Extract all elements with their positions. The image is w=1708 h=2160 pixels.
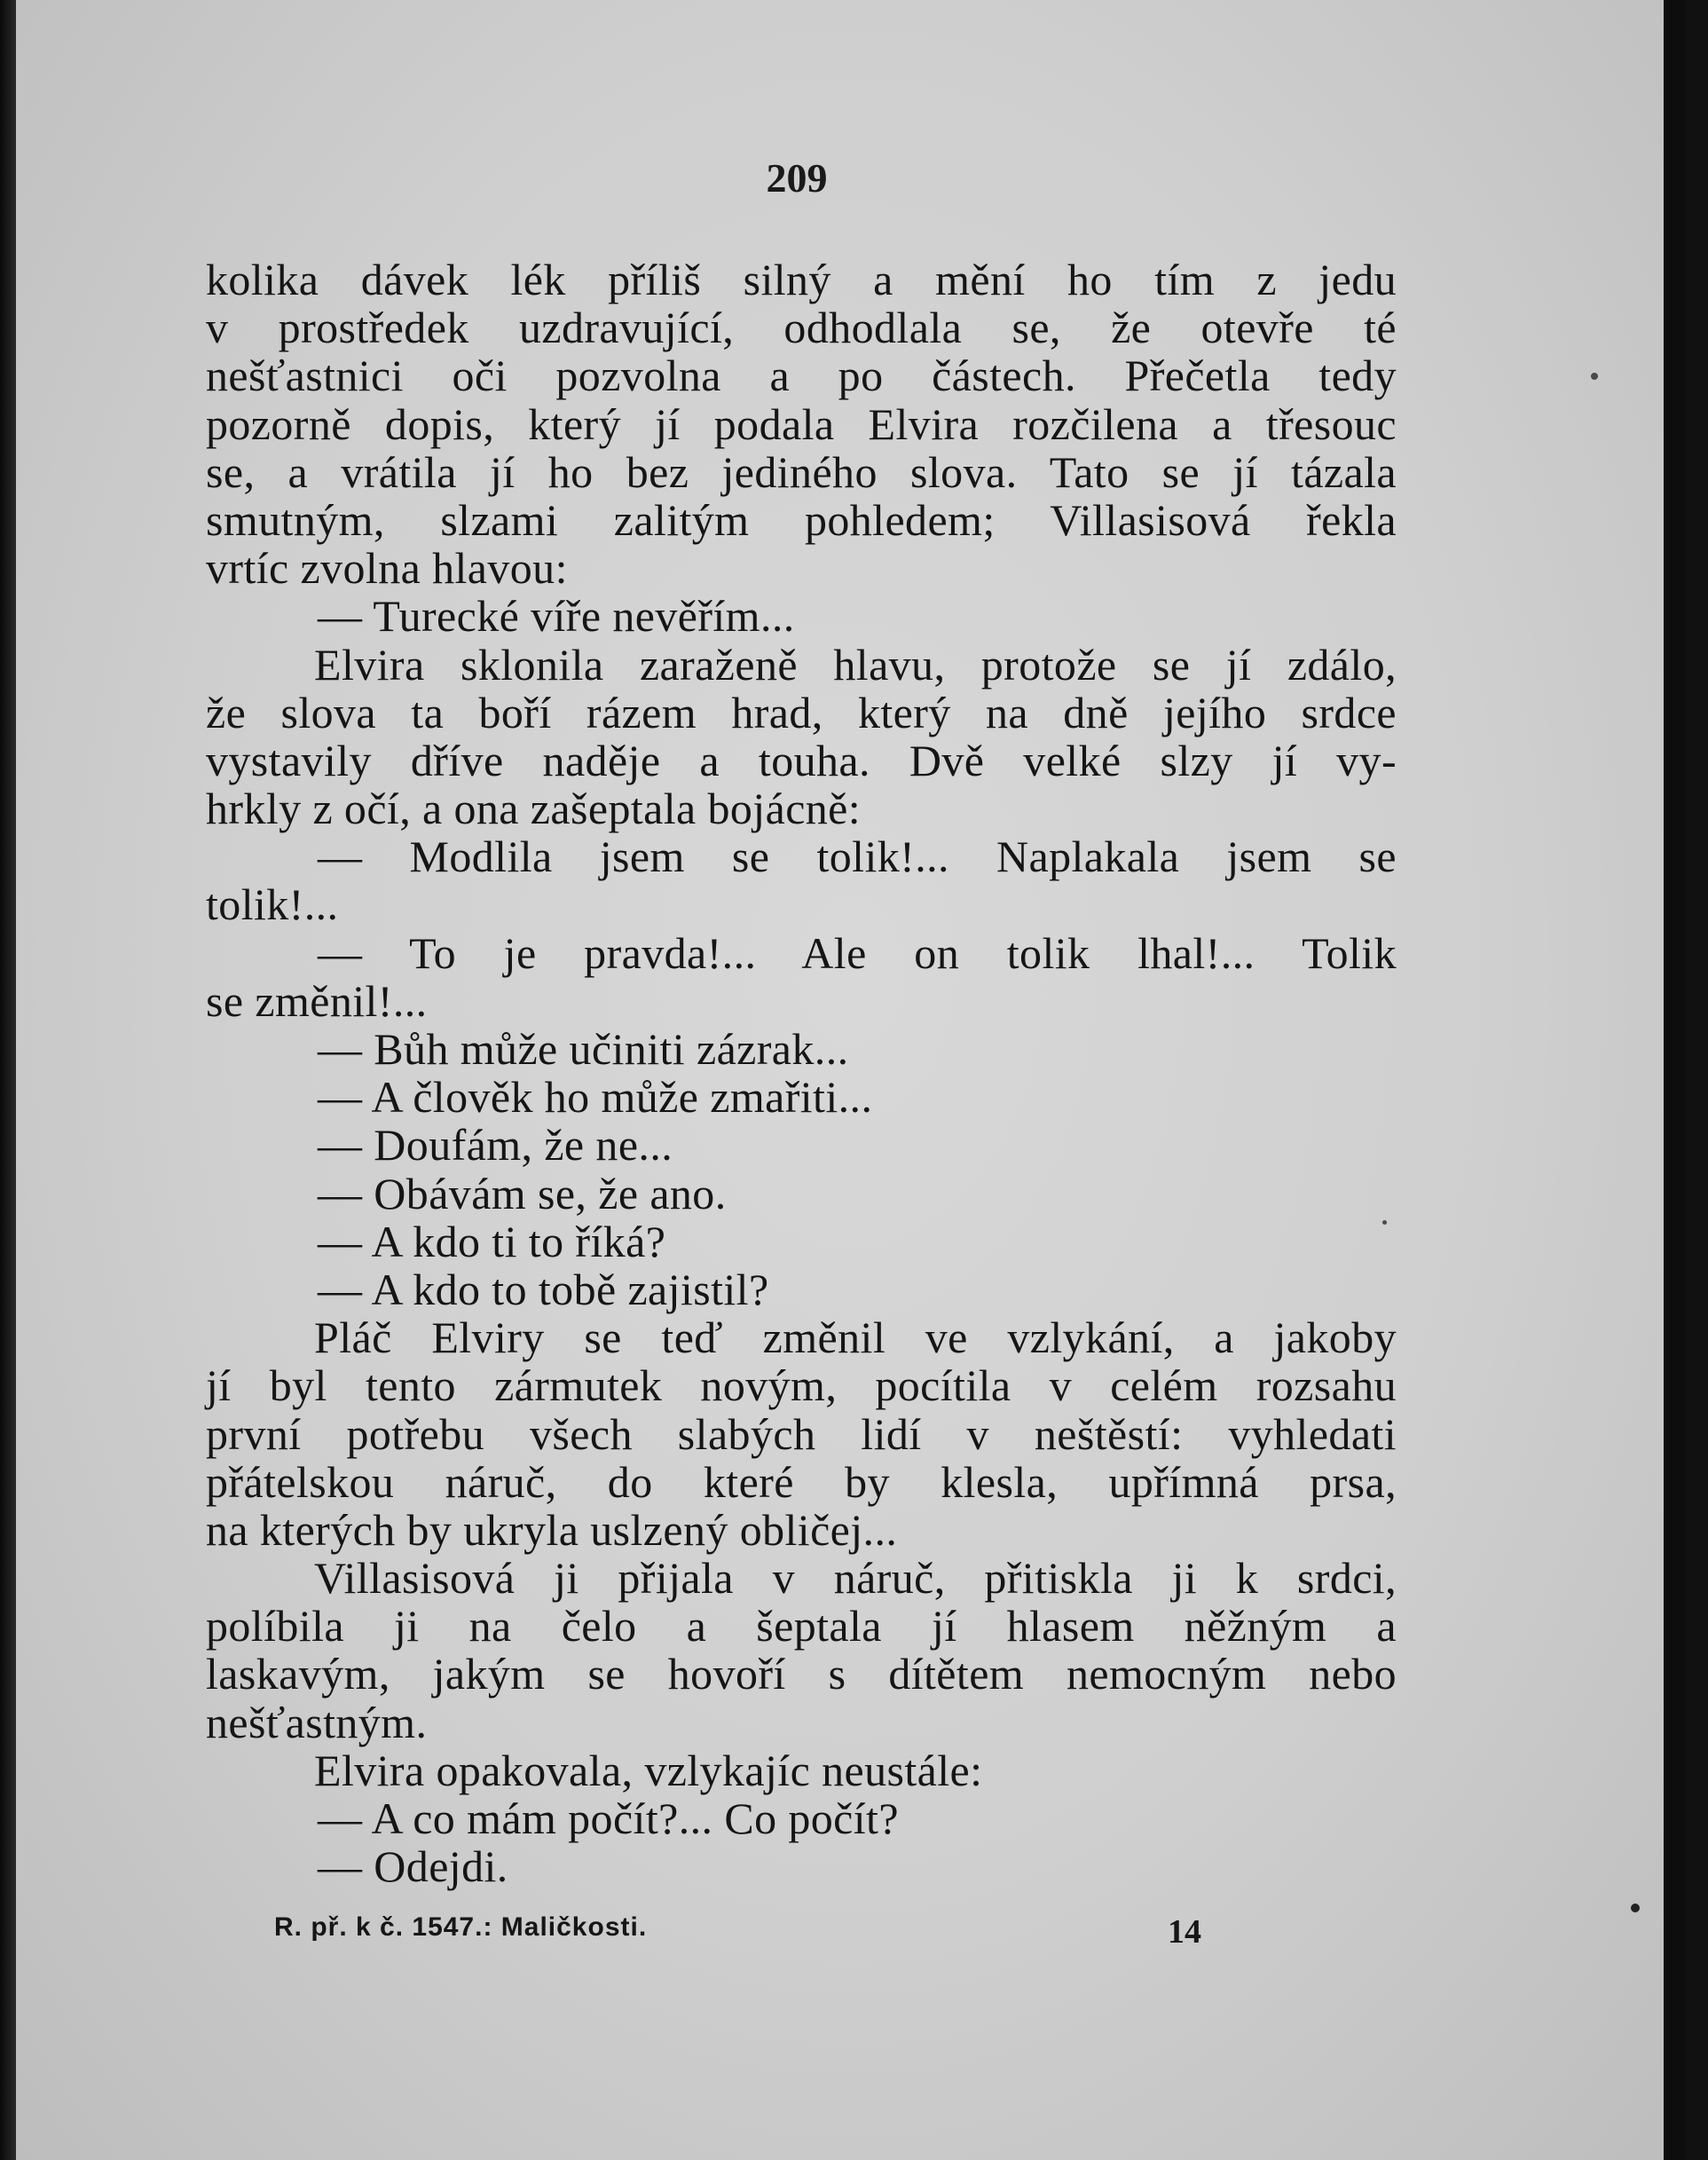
dialogue-line: — Obávám se, že ano. bbox=[318, 1168, 727, 1218]
text-line: první potřebu všech slabých lidí v neštěstí: vyhledati bbox=[206, 1408, 1397, 1459]
dialogue-line: — Modlila jsem se tolik!... Naplakala jsem se bbox=[318, 832, 1397, 882]
text-line: smutným, slzami zalitým pohledem; Villasisová řekla bbox=[206, 494, 1397, 545]
text-line: kolika dávek lék příliš silný a mění ho tím z jedu bbox=[206, 255, 1397, 304]
sheet-number: 14 bbox=[1168, 1913, 1201, 1951]
book-page bbox=[16, 0, 1686, 2160]
text-line: Pláč Elviry se teď změnil ve vzlykání, a jakoby bbox=[314, 1313, 1397, 1363]
text-line: hrkly z očí, a ona zašeptala bojácně: bbox=[206, 784, 862, 834]
paper-speck bbox=[1631, 1904, 1640, 1912]
dialogue-line: — Odejdi. bbox=[318, 1841, 508, 1892]
text-line: vrtíc zvolna hlavou: bbox=[206, 543, 568, 594]
text-line: Elvira opakovala, vzlykajíc neustále: bbox=[314, 1745, 983, 1795]
text-line: jí byl tento zármutek novým, pocítila v celém rozsahu bbox=[206, 1360, 1397, 1411]
text-line: nešťastnici oči pozvolna a po částech. Přečetla tedy bbox=[206, 351, 1397, 401]
text-line: pozorně dopis, který jí podala Elvira rozčilena a třesouc bbox=[206, 398, 1397, 449]
text-line: se změnil!... bbox=[206, 975, 428, 1026]
scan-edge-right bbox=[1664, 0, 1686, 2160]
text-line: nešťastným. bbox=[206, 1697, 428, 1747]
dialogue-line: — A co mám počít?... Co počít? bbox=[318, 1793, 899, 1843]
scan-edge-left bbox=[0, 0, 16, 2160]
paper-speck bbox=[1591, 373, 1598, 380]
dialogue-line: — To je pravda!... Ale on tolik lhal!... Tolik bbox=[318, 927, 1397, 978]
dialogue-line: — Turecké víře nevěřím... bbox=[318, 591, 795, 642]
dialogue-line: — Bůh může učiniti zázrak... bbox=[318, 1024, 849, 1074]
text-line: políbila ji na čelo a šeptala jí hlasem něžným a bbox=[206, 1601, 1397, 1652]
printer-signature: R. př. k č. 1547.: Maličkosti. bbox=[274, 1912, 648, 1942]
text-line: tolik!... bbox=[206, 879, 339, 930]
text-line: vystavily dříve naděje a touha. Dvě velké slzy jí vy- bbox=[206, 735, 1397, 785]
text-line: že slova ta boří rázem hrad, který na dně jejího srdce bbox=[206, 687, 1397, 737]
dialogue-line: — A člověk ho může zmařiti... bbox=[318, 1072, 873, 1123]
page-number: 209 bbox=[766, 155, 828, 201]
dialogue-line: — A kdo to tobě zajistil? bbox=[318, 1264, 769, 1314]
dialogue-line: — A kdo ti to říká? bbox=[318, 1216, 666, 1266]
text-line: přátelskou náruč, do které by klesla, upřímná prsa, bbox=[206, 1456, 1397, 1507]
text-line: Villasisová ji přijala v náruč, přitiskla ji k srdci, bbox=[314, 1553, 1397, 1604]
text-line: na kterých by ukryla uslzený obličej... bbox=[206, 1504, 898, 1555]
text-line: laskavým, jakým se hovoří s dítětem nemocným nebo bbox=[206, 1649, 1397, 1699]
paper-speck bbox=[1382, 1220, 1387, 1225]
text-line: se, a vrátila jí ho bez jediného slova. Tato se jí tázala bbox=[206, 446, 1397, 497]
text-line: v prostředek uzdravující, odhodlala se, že otevře té bbox=[206, 303, 1397, 353]
text-line: Elvira sklonila zaraženě hlavu, protože se jí zdálo, bbox=[314, 639, 1397, 690]
body-text bbox=[206, 256, 1397, 1890]
dialogue-line: — Doufám, že ne... bbox=[318, 1120, 673, 1171]
